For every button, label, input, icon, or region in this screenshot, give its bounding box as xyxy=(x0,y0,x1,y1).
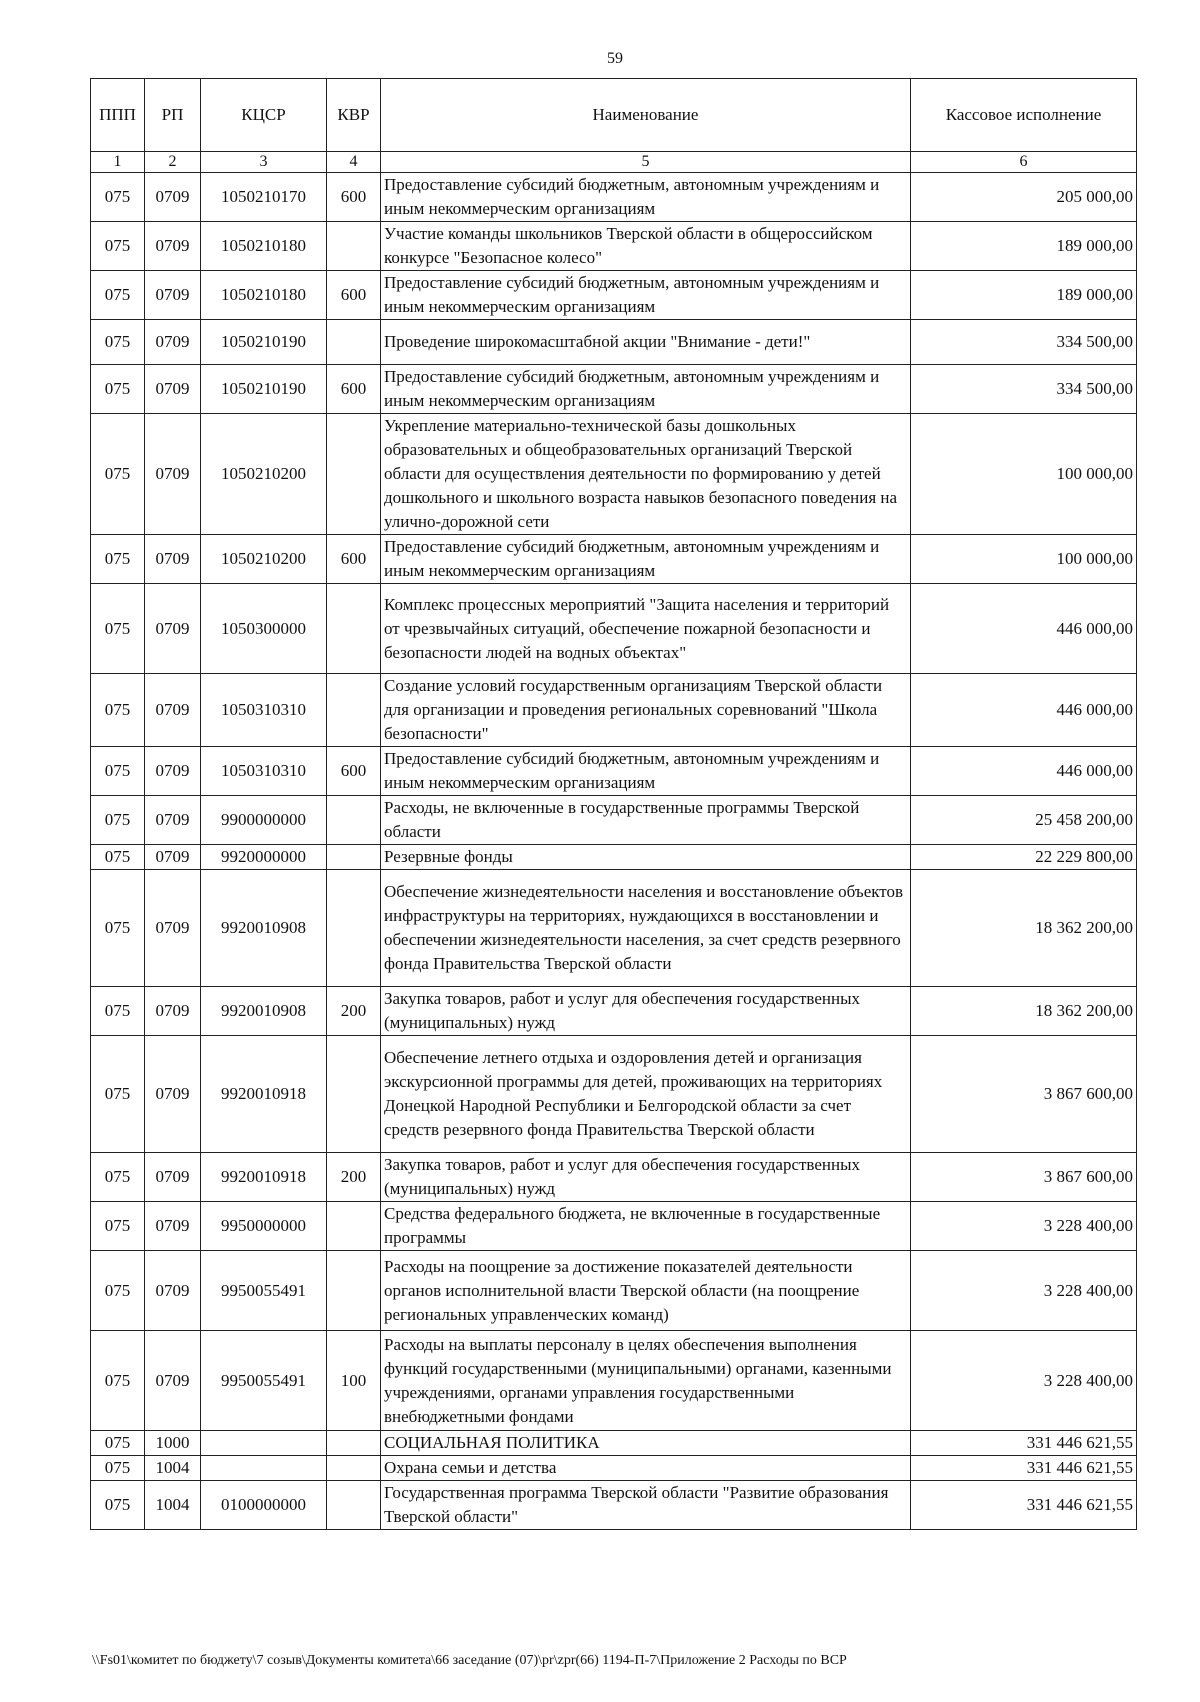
cell-ppp: 075 xyxy=(91,1481,145,1530)
column-number: 6 xyxy=(911,152,1137,173)
cell-kvr xyxy=(327,674,381,747)
cell-kvr xyxy=(327,870,381,987)
cell-kcsr: 1050210200 xyxy=(201,535,327,584)
cell-kcsr: 9920010908 xyxy=(201,987,327,1036)
cell-amount: 331 446 621,55 xyxy=(911,1456,1137,1481)
cell-rp: 0709 xyxy=(145,747,201,796)
table-row xyxy=(91,173,1137,222)
cell-rp: 1000 xyxy=(145,1431,201,1456)
budget-table xyxy=(90,78,1137,1530)
cell-kvr xyxy=(327,1202,381,1251)
cell-ppp: 075 xyxy=(91,535,145,584)
cell-name: Закупка товаров, работ и услуг для обеспечения государственных (муниципальных) нужд xyxy=(381,987,911,1036)
cell-kvr xyxy=(327,845,381,870)
table-row xyxy=(91,796,1137,845)
cell-rp: 0709 xyxy=(145,222,201,271)
table-row xyxy=(91,1456,1137,1481)
column-number: 3 xyxy=(201,152,327,173)
cell-kvr: 600 xyxy=(327,535,381,584)
cell-ppp: 075 xyxy=(91,1251,145,1331)
cell-amount: 3 867 600,00 xyxy=(911,1153,1137,1202)
cell-kvr xyxy=(327,414,381,535)
table-row xyxy=(91,1431,1137,1456)
cell-kcsr: 1050210170 xyxy=(201,173,327,222)
cell-name: Обеспечение жизнедеятельности населения и восстановление объектов инфраструктуры на территориях, нуждающихся в восстановлении и обеспечении жизнедеятельности населения, за счет средств резервного фонда Правительства Тверской области xyxy=(381,870,911,987)
cell-name: Предоставление субсидий бюджетным, автономным учреждениям и иным некоммерческим организациям xyxy=(381,271,911,320)
cell-ppp: 075 xyxy=(91,845,145,870)
cell-kcsr: 1050210190 xyxy=(201,320,327,365)
cell-amount: 3 228 400,00 xyxy=(911,1251,1137,1331)
cell-kvr: 600 xyxy=(327,271,381,320)
header-kvr: КВР xyxy=(327,79,381,152)
cell-amount: 334 500,00 xyxy=(911,365,1137,414)
cell-rp: 0709 xyxy=(145,584,201,674)
cell-amount: 3 228 400,00 xyxy=(911,1331,1137,1431)
table-row xyxy=(91,271,1137,320)
cell-ppp: 075 xyxy=(91,987,145,1036)
cell-kvr xyxy=(327,796,381,845)
cell-name: Предоставление субсидий бюджетным, автономным учреждениям и иным некоммерческим организациям xyxy=(381,747,911,796)
cell-name: Участие команды школьников Тверской области в общероссийском конкурсе "Безопасное колесо" xyxy=(381,222,911,271)
cell-ppp: 075 xyxy=(91,414,145,535)
cell-name: СОЦИАЛЬНАЯ ПОЛИТИКА xyxy=(381,1431,911,1456)
table-row xyxy=(91,987,1137,1036)
cell-name: Средства федерального бюджета, не включенные в государственные программы xyxy=(381,1202,911,1251)
cell-ppp: 075 xyxy=(91,1456,145,1481)
cell-kcsr: 9920010918 xyxy=(201,1153,327,1202)
cell-ppp: 075 xyxy=(91,271,145,320)
table-row xyxy=(91,222,1137,271)
cell-ppp: 075 xyxy=(91,1202,145,1251)
cell-ppp: 075 xyxy=(91,1153,145,1202)
cell-name: Обеспечение летнего отдыха и оздоровления детей и организация экскурсионной программы для детей, проживающих на территориях Донецкой Народной Республики и Белгородской области за счет средств резервного фонда Правительства Тверской области xyxy=(381,1036,911,1153)
cell-amount: 100 000,00 xyxy=(911,414,1137,535)
cell-kvr: 200 xyxy=(327,1153,381,1202)
cell-kvr xyxy=(327,1456,381,1481)
cell-kvr xyxy=(327,1251,381,1331)
cell-rp: 0709 xyxy=(145,870,201,987)
column-number: 5 xyxy=(381,152,911,173)
cell-ppp: 075 xyxy=(91,747,145,796)
table-row xyxy=(91,1481,1137,1530)
cell-name: Расходы на выплаты персоналу в целях обеспечения выполнения функций государственными (муниципальными) органами, казенными учреждениями, органами управления государственными внебюджетными фондами xyxy=(381,1331,911,1431)
cell-rp: 0709 xyxy=(145,1251,201,1331)
cell-kcsr: 1050310310 xyxy=(201,747,327,796)
cell-name: Проведение широкомасштабной акции "Внимание - дети!" xyxy=(381,320,911,365)
cell-amount: 446 000,00 xyxy=(911,674,1137,747)
cell-amount: 446 000,00 xyxy=(911,747,1137,796)
cell-kcsr: 9950055491 xyxy=(201,1331,327,1431)
cell-kcsr: 9950055491 xyxy=(201,1251,327,1331)
cell-rp: 0709 xyxy=(145,271,201,320)
cell-rp: 0709 xyxy=(145,1202,201,1251)
cell-amount: 18 362 200,00 xyxy=(911,987,1137,1036)
cell-kcsr: 9920010908 xyxy=(201,870,327,987)
cell-ppp: 075 xyxy=(91,796,145,845)
cell-ppp: 075 xyxy=(91,870,145,987)
cell-name: Резервные фонды xyxy=(381,845,911,870)
cell-ppp: 075 xyxy=(91,1331,145,1431)
cell-amount: 100 000,00 xyxy=(911,535,1137,584)
cell-kcsr: 9920000000 xyxy=(201,845,327,870)
cell-name: Предоставление субсидий бюджетным, автономным учреждениям и иным некоммерческим организациям xyxy=(381,365,911,414)
cell-kvr: 600 xyxy=(327,365,381,414)
table-row xyxy=(91,584,1137,674)
cell-kcsr xyxy=(201,1456,327,1481)
cell-kcsr: 1050310310 xyxy=(201,674,327,747)
cell-ppp: 075 xyxy=(91,365,145,414)
cell-name: Расходы, не включенные в государственные программы Тверской области xyxy=(381,796,911,845)
table-row xyxy=(91,674,1137,747)
header-row xyxy=(91,79,1137,152)
cell-amount: 205 000,00 xyxy=(911,173,1137,222)
cell-amount: 189 000,00 xyxy=(911,222,1137,271)
cell-kcsr: 0100000000 xyxy=(201,1481,327,1530)
cell-amount: 331 446 621,55 xyxy=(911,1431,1137,1456)
table-row xyxy=(91,1153,1137,1202)
cell-amount: 25 458 200,00 xyxy=(911,796,1137,845)
cell-name: Комплекс процессных мероприятий "Защита населения и территорий от чрезвычайных ситуаций, обеспечение пожарной безопасности и безопасности людей на водных объектах" xyxy=(381,584,911,674)
cell-rp: 0709 xyxy=(145,674,201,747)
cell-kcsr: 1050300000 xyxy=(201,584,327,674)
cell-kvr xyxy=(327,320,381,365)
cell-ppp: 075 xyxy=(91,1036,145,1153)
cell-name: Предоставление субсидий бюджетным, автономным учреждениям и иным некоммерческим организациям xyxy=(381,535,911,584)
cell-kvr: 100 xyxy=(327,1331,381,1431)
header-rp: РП xyxy=(145,79,201,152)
table-row xyxy=(91,1251,1137,1331)
cell-name: Закупка товаров, работ и услуг для обеспечения государственных (муниципальных) нужд xyxy=(381,1153,911,1202)
column-number-row xyxy=(91,152,1137,173)
cell-amount: 189 000,00 xyxy=(911,271,1137,320)
cell-kcsr: 1050210180 xyxy=(201,271,327,320)
cell-kcsr: 1050210200 xyxy=(201,414,327,535)
cell-kvr xyxy=(327,1036,381,1153)
cell-rp: 1004 xyxy=(145,1456,201,1481)
cell-rp: 1004 xyxy=(145,1481,201,1530)
cell-kcsr: 9950000000 xyxy=(201,1202,327,1251)
table-row xyxy=(91,535,1137,584)
cell-rp: 0709 xyxy=(145,365,201,414)
cell-kcsr: 1050210190 xyxy=(201,365,327,414)
header-amount: Кассовое исполнение xyxy=(911,79,1137,152)
cell-name: Предоставление субсидий бюджетным, автономным учреждениям и иным некоммерческим организациям xyxy=(381,173,911,222)
cell-rp: 0709 xyxy=(145,845,201,870)
table-row xyxy=(91,870,1137,987)
cell-rp: 0709 xyxy=(145,173,201,222)
cell-rp: 0709 xyxy=(145,320,201,365)
table-body xyxy=(91,173,1137,1530)
cell-kcsr xyxy=(201,1431,327,1456)
cell-ppp: 075 xyxy=(91,674,145,747)
cell-ppp: 075 xyxy=(91,1431,145,1456)
table-row xyxy=(91,365,1137,414)
cell-ppp: 075 xyxy=(91,222,145,271)
header-kcsr: КЦСР xyxy=(201,79,327,152)
cell-amount: 334 500,00 xyxy=(911,320,1137,365)
cell-rp: 0709 xyxy=(145,1331,201,1431)
cell-name: Создание условий государственным организациям Тверской области для организации и проведения региональных соревнований "Школа безопасности" xyxy=(381,674,911,747)
cell-kvr xyxy=(327,1431,381,1456)
cell-name: Расходы на поощрение за достижение показателей деятельности органов исполнительной власти Тверской области (на поощрение региональных управленческих команд) xyxy=(381,1251,911,1331)
cell-name: Укрепление материально-технической базы дошкольных образовательных и общеобразовательных организаций Тверской области для осуществления деятельности по формированию у детей дошкольного и школьного возраста навыков безопасного поведения на улично-дорожной сети xyxy=(381,414,911,535)
cell-amount: 3 228 400,00 xyxy=(911,1202,1137,1251)
table-row xyxy=(91,845,1137,870)
cell-rp: 0709 xyxy=(145,987,201,1036)
cell-kcsr: 1050210180 xyxy=(201,222,327,271)
cell-rp: 0709 xyxy=(145,535,201,584)
cell-ppp: 075 xyxy=(91,173,145,222)
column-number: 1 xyxy=(91,152,145,173)
table-row xyxy=(91,1202,1137,1251)
column-number: 4 xyxy=(327,152,381,173)
table-row xyxy=(91,1036,1137,1153)
cell-rp: 0709 xyxy=(145,414,201,535)
cell-ppp: 075 xyxy=(91,320,145,365)
table-row xyxy=(91,1331,1137,1431)
cell-rp: 0709 xyxy=(145,1153,201,1202)
header-ppp: ППП xyxy=(91,79,145,152)
cell-kvr xyxy=(327,222,381,271)
cell-name: Охрана семьи и детства xyxy=(381,1456,911,1481)
cell-kcsr: 9920010918 xyxy=(201,1036,327,1153)
cell-amount: 331 446 621,55 xyxy=(911,1481,1137,1530)
cell-rp: 0709 xyxy=(145,796,201,845)
cell-kvr: 600 xyxy=(327,173,381,222)
table-row xyxy=(91,320,1137,365)
table-row xyxy=(91,414,1137,535)
cell-ppp: 075 xyxy=(91,584,145,674)
cell-kcsr: 9900000000 xyxy=(201,796,327,845)
cell-kvr: 600 xyxy=(327,747,381,796)
cell-amount: 446 000,00 xyxy=(911,584,1137,674)
cell-amount: 3 867 600,00 xyxy=(911,1036,1137,1153)
cell-amount: 22 229 800,00 xyxy=(911,845,1137,870)
table-row xyxy=(91,747,1137,796)
page-number: 59 xyxy=(607,50,623,67)
cell-amount: 18 362 200,00 xyxy=(911,870,1137,987)
cell-kvr xyxy=(327,1481,381,1530)
column-number: 2 xyxy=(145,152,201,173)
cell-rp: 0709 xyxy=(145,1036,201,1153)
cell-kvr xyxy=(327,584,381,674)
cell-kvr: 200 xyxy=(327,987,381,1036)
footer-file-path: \\Fs01\комитет по бюджету\7 созыв\Документы комитета\66 заседание (07)\pr\zpr(66) 1194-П-7\Приложение 2 Расходы по ВСР xyxy=(92,1653,847,1668)
header-name: Наименование xyxy=(381,79,911,152)
cell-name: Государственная программа Тверской области "Развитие образования Тверской области" xyxy=(381,1481,911,1530)
